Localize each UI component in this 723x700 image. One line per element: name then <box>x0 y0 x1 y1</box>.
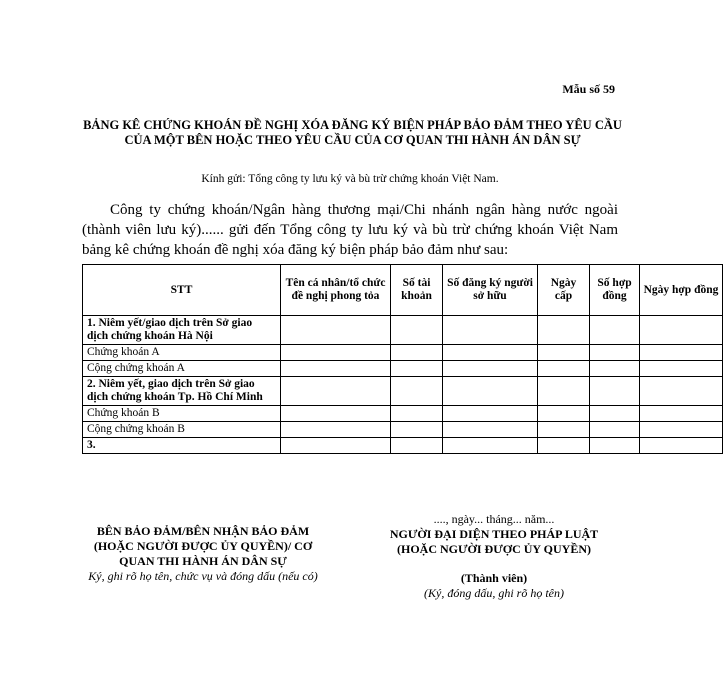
table-cell <box>281 316 391 345</box>
form-number: Mẫu số 59 <box>562 82 615 96</box>
table-cell <box>443 345 538 361</box>
signature-left-subtitle: (HOẶC NGƯỜI ĐƯỢC ỦY QUYỀN)/ CƠ QUAN THI HÀNH ÁN DÂN SỰ <box>93 539 313 568</box>
table-cell <box>538 345 590 361</box>
header-contract-number: Số hợp đồng <box>590 265 640 316</box>
table-cell <box>281 377 391 406</box>
table-cell <box>281 345 391 361</box>
table-row <box>83 438 723 454</box>
securities-table <box>82 264 723 454</box>
table-cell <box>640 406 723 422</box>
table-cell <box>391 316 443 345</box>
table-cell <box>538 361 590 377</box>
row-label: Cộng chứng khoán B <box>83 422 281 438</box>
signature-right-note: (Ký, đóng dấu, ghi rõ họ tên) <box>424 586 564 600</box>
table-cell <box>443 406 538 422</box>
table-cell <box>391 345 443 361</box>
table-cell <box>640 377 723 406</box>
row-label: 1. Niêm yết/giao dịch trên Sở giao dịch chứng khoán Hà Nội <box>83 316 281 345</box>
signature-right-member: (Thành viên) <box>460 571 528 585</box>
row-label: 2. Niêm yết, giao dịch trên Sở giao dịch chứng khoán Tp. Hồ Chí Minh <box>83 377 281 406</box>
table-cell <box>281 406 391 422</box>
table-cell <box>538 422 590 438</box>
table-cell <box>590 377 640 406</box>
row-label: Chứng khoán A <box>83 345 281 361</box>
table-row <box>83 422 723 438</box>
table-cell <box>640 345 723 361</box>
header-account: Số tài khoản <box>391 265 443 316</box>
table-row <box>83 406 723 422</box>
table-cell <box>538 438 590 454</box>
signature-block-right <box>378 512 610 601</box>
table-cell <box>443 422 538 438</box>
row-label: Chứng khoán B <box>83 406 281 422</box>
header-stt: STT <box>83 265 281 316</box>
table-row <box>83 345 723 361</box>
table-cell <box>391 361 443 377</box>
header-name: Tên cá nhân/tổ chức đề nghị phong tỏa <box>281 265 391 316</box>
table-cell <box>281 422 391 438</box>
table-row <box>83 316 723 345</box>
document-title: BẢNG KÊ CHỨNG KHOÁN ĐỀ NGHỊ XÓA ĐĂNG KÝ BIỆN PHÁP BẢO ĐẢM THEO YÊU CẦU CỦA MỘT BÊN HOẶC THEO YÊU CẦU CỦA CƠ QUAN THI HÀNH ÁN DÂN SỰ <box>83 118 622 147</box>
table-cell <box>443 361 538 377</box>
table-cell <box>391 406 443 422</box>
signature-left-note: Ký, ghi rõ họ tên, chức vụ và đóng dấu (nếu có) <box>88 569 318 583</box>
signature-left-title: BÊN BẢO ĐẢM/BÊN NHẬN BẢO ĐẢM <box>96 524 310 538</box>
table-cell <box>443 377 538 406</box>
table-cell <box>443 438 538 454</box>
table-cell <box>640 422 723 438</box>
table-cell <box>640 361 723 377</box>
header-owner-registration: Số đăng ký người sở hữu <box>443 265 538 316</box>
table-cell <box>538 377 590 406</box>
signature-right-title: NGƯỜI ĐẠI DIỆN THEO PHÁP LUẬT <box>389 527 599 541</box>
recipient-line: Kính gửi: Tổng công ty lưu ký và bù trừ chứng khoán Việt Nam. <box>201 173 499 185</box>
header-contract-date: Ngày hợp đồng <box>640 265 723 316</box>
table-cell <box>640 316 723 345</box>
signature-right-subtitle: (HOẶC NGƯỜI ĐƯỢC ỦY QUYỀN) <box>397 542 591 556</box>
intro-paragraph: Công ty chứng khoán/Ngân hàng thương mại/Chi nhánh ngân hàng nước ngoài (thành viên lưu ký)...... gửi đến Tổng công ty lưu ký và bù trừ chứng khoán Việt Nam bảng kê chứng khoán đề nghị xóa đăng ký biện pháp bảo đảm như sau: <box>82 202 618 258</box>
table-cell <box>538 406 590 422</box>
table-cell <box>391 438 443 454</box>
table-cell <box>281 438 391 454</box>
table-cell <box>391 422 443 438</box>
row-label: Cộng chứng khoán A <box>83 361 281 377</box>
table-cell <box>590 361 640 377</box>
table-cell <box>590 406 640 422</box>
header-issue-date: Ngày cấp <box>538 265 590 316</box>
table-row <box>83 361 723 377</box>
table-cell <box>391 377 443 406</box>
table-cell <box>590 438 640 454</box>
table-cell <box>590 422 640 438</box>
table-row <box>83 377 723 406</box>
table-cell <box>443 316 538 345</box>
signature-block-left <box>88 524 318 584</box>
table-cell <box>538 316 590 345</box>
table-cell <box>640 438 723 454</box>
table-cell <box>281 361 391 377</box>
table-cell <box>590 345 640 361</box>
date-line: ...., ngày... tháng... năm... <box>433 512 555 526</box>
row-label: 3. <box>83 438 281 454</box>
table-cell <box>590 316 640 345</box>
table-header-row <box>83 265 723 316</box>
